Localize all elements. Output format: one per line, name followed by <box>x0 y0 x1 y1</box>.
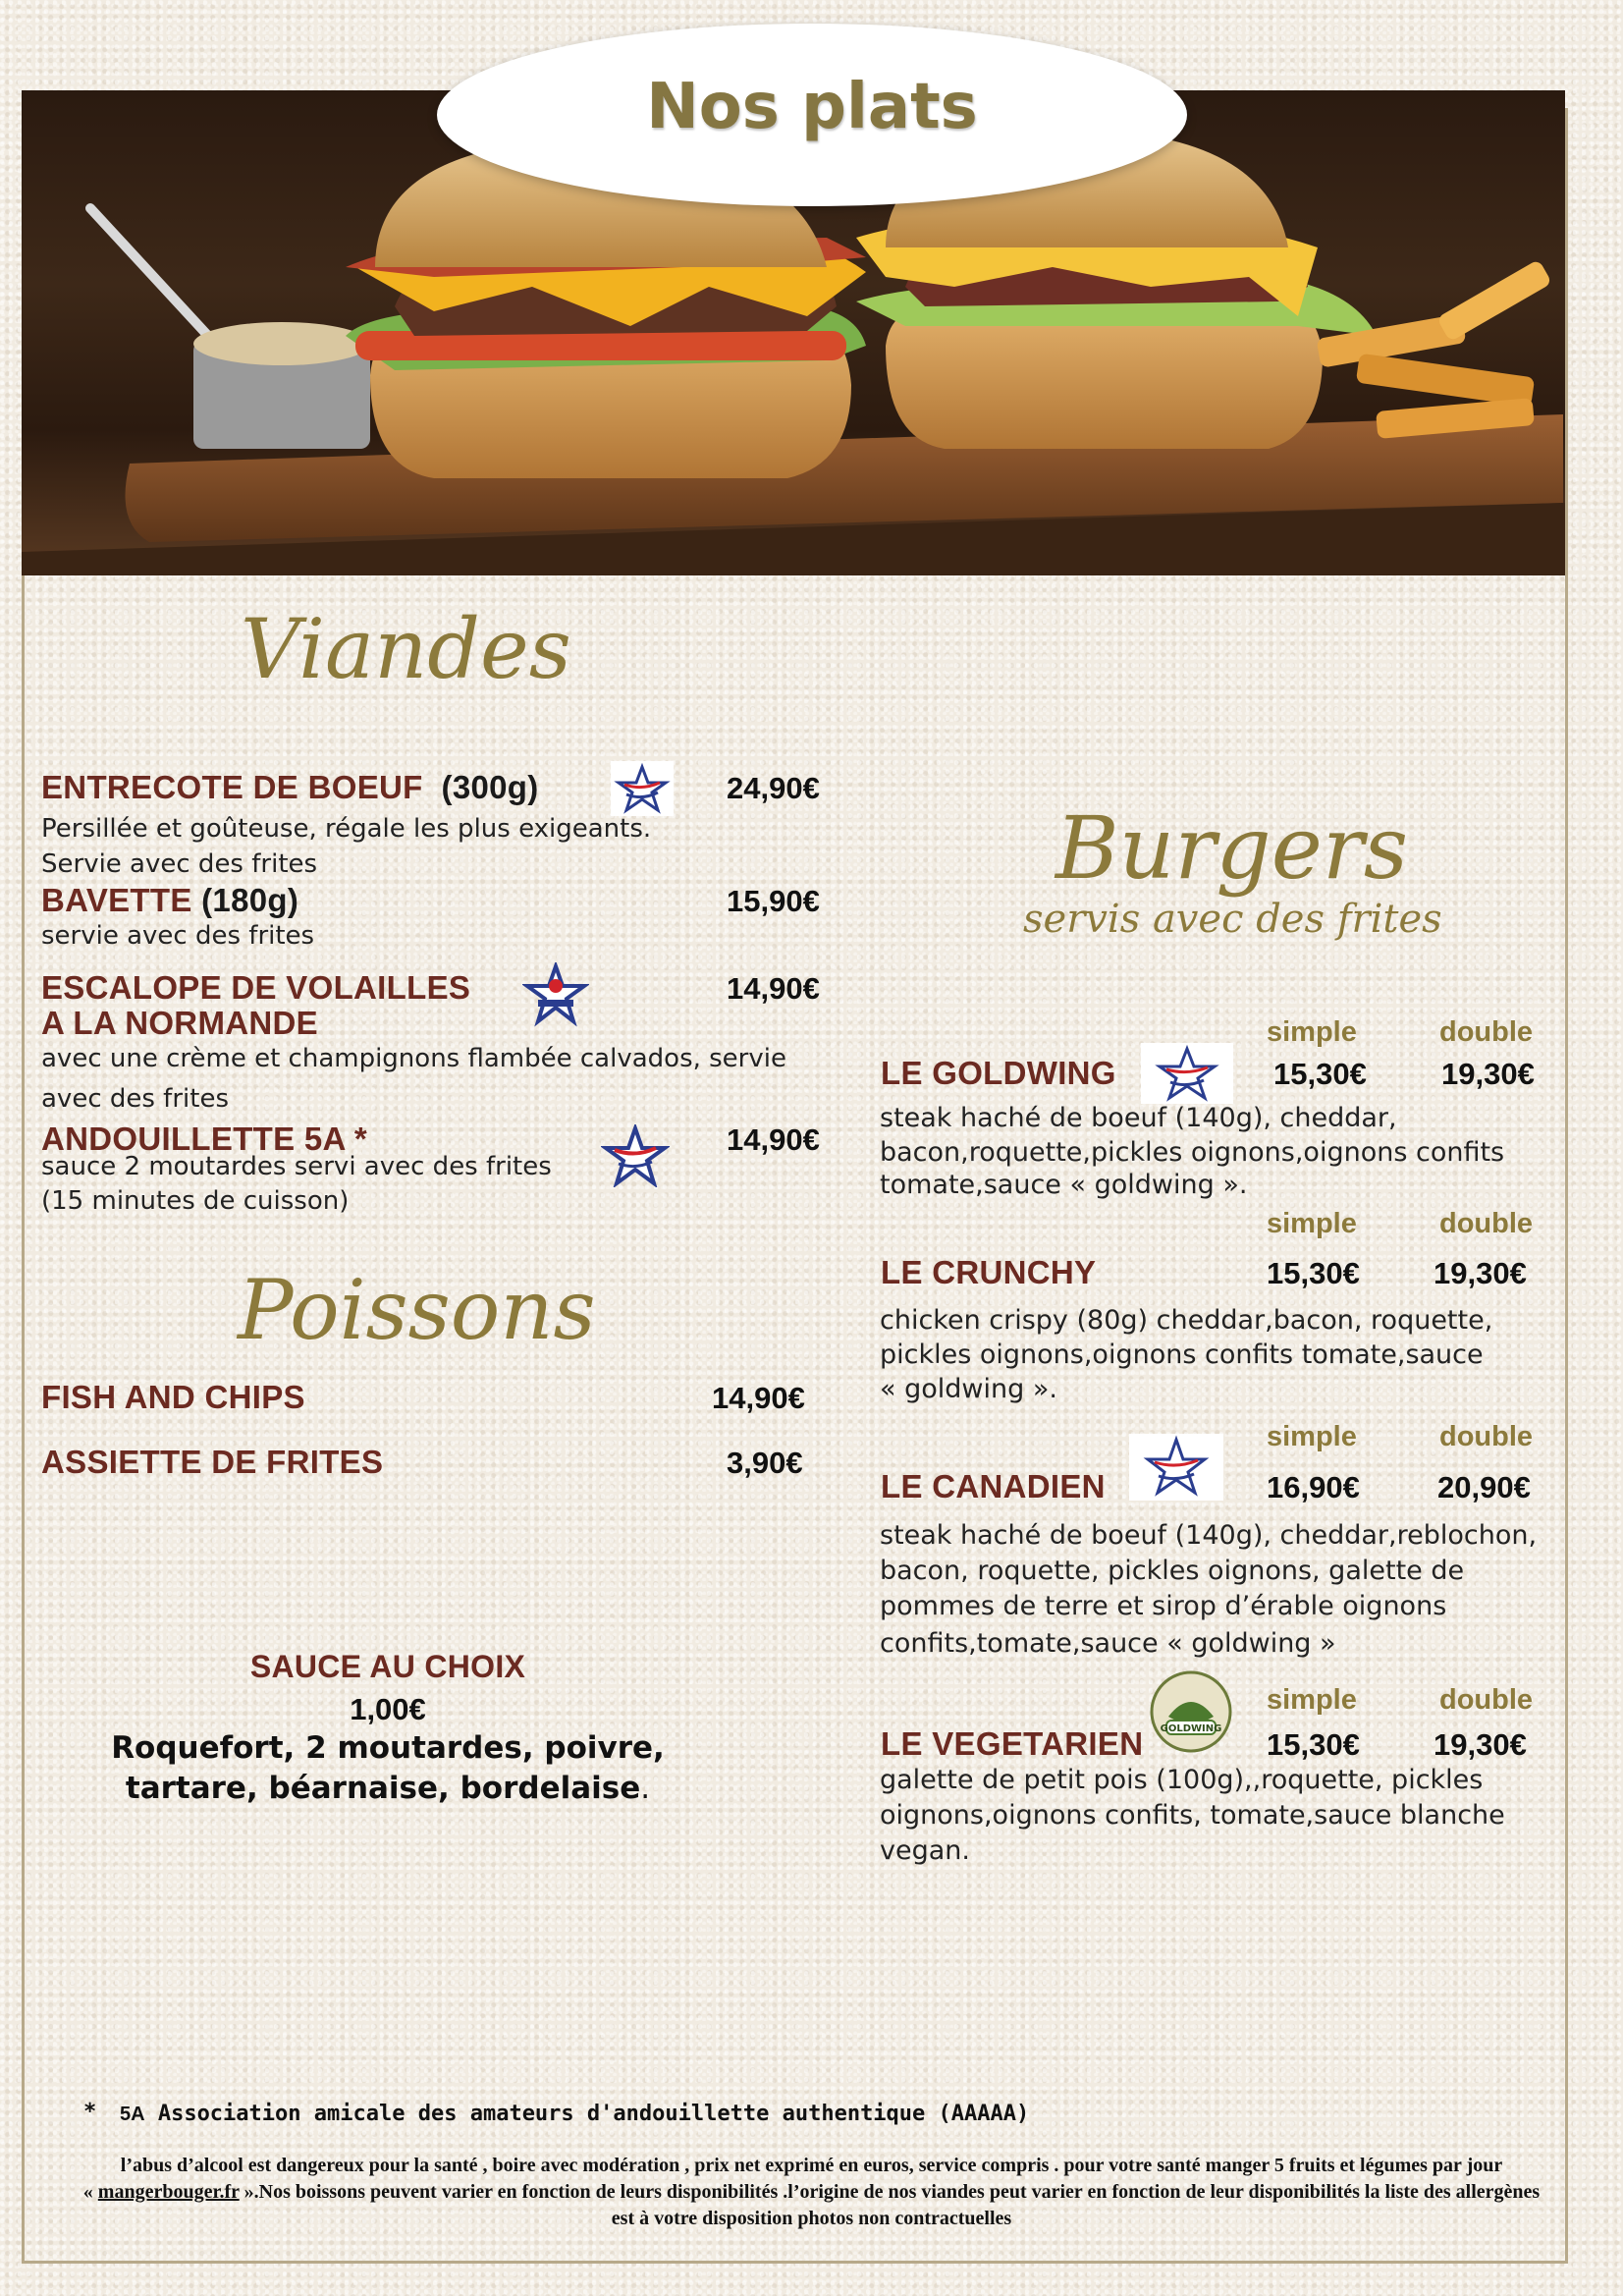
crunchy-name: LE CRUNCHY <box>881 1254 1097 1290</box>
entrecote-desc-2: Servie avec des frites <box>41 849 318 879</box>
vegetarien-desc-3: vegan. <box>880 1835 970 1866</box>
bavette-name: BAVETTE <box>41 882 192 918</box>
entrecote-weight: (300g) <box>441 769 539 805</box>
vegetarien-name: LE VEGETARIEN <box>881 1725 1144 1762</box>
canadien-desc-1: steak haché de boeuf (140g), cheddar,reblochon, <box>880 1520 1538 1551</box>
item-name-bavette <box>41 882 298 919</box>
fish-and-chips-name: FISH AND CHIPS <box>41 1379 305 1415</box>
legal-line-3: est à votre disposition photos non contractuelles <box>611 2208 1012 2229</box>
crunchy-col-double: double <box>1439 1208 1534 1239</box>
sauce-title: SAUCE AU CHOIX <box>249 1649 526 1684</box>
canadien-price-double: 20,90€ <box>1437 1470 1531 1504</box>
footnote-text: Association amicale des amateurs d'andouillette authentique (AAAAA) <box>157 2102 1030 2126</box>
goldwing-col-simple: simple <box>1267 1016 1357 1048</box>
sauce-list-line-1: Roquefort, 2 moutardes, poivre, <box>111 1730 665 1766</box>
vegetarien-price-double: 19,30€ <box>1434 1727 1527 1762</box>
sauce-list-dot: . <box>640 1771 651 1806</box>
crunchy-price-double: 19,30€ <box>1434 1256 1527 1290</box>
goldwing-desc-3: tomate,sauce « goldwing ». <box>880 1170 1248 1200</box>
bavette-weight: (180g) <box>201 882 299 918</box>
entrecote-price: 24,90€ <box>727 771 820 805</box>
escalope-price: 14,90€ <box>727 971 820 1006</box>
canadien-desc-3: pommes de terre et sirop d’érable oignons <box>880 1591 1447 1621</box>
sauce-list-line-2-text: tartare, béarnaise, bordelaise <box>125 1771 641 1806</box>
andouillette-name: ANDOUILLETTE 5A * <box>41 1121 368 1157</box>
andouillette-desc-2: (15 minutes de cuisson) <box>41 1186 350 1216</box>
vegetarien-col-simple: simple <box>1267 1684 1357 1716</box>
section-title-viandes: Viandes <box>241 601 571 697</box>
canadien-desc-2: bacon, roquette, pickles oignons, galette de <box>880 1556 1465 1586</box>
entrecote-name: ENTRECOTE DE BOEUF <box>41 769 423 805</box>
canadien-col-double: double <box>1439 1421 1534 1452</box>
goldwing-name: LE GOLDWING <box>881 1055 1116 1091</box>
le-porc-francais-badge-icon <box>601 1124 670 1191</box>
escalope-name-2: A LA NORMANDE <box>41 1005 318 1041</box>
legal-line-1: l’abus d’alcool est dangereux pour la santé , boire avec modération , prix net exprimé en euros, service compris . pour votre santé manger 5 fruits et légumes par jour <box>120 2155 1503 2176</box>
goldwing-price-simple: 15,30€ <box>1273 1057 1367 1091</box>
goldwing-vegetarian-badge-icon <box>1149 1669 1233 1758</box>
canadien-col-simple: simple <box>1267 1421 1357 1452</box>
fish-and-chips-price: 14,90€ <box>712 1381 805 1415</box>
andouillette-desc-1: sauce 2 moutardes servi avec des frites <box>41 1152 552 1181</box>
assiette-frites-name: ASSIETTE DE FRITES <box>41 1444 384 1480</box>
goldwing-col-double: double <box>1439 1016 1534 1048</box>
section-title-burgers: Burgers <box>1055 797 1409 899</box>
mangerbouger-link[interactable]: mangerbouger.fr <box>97 2181 240 2203</box>
escalope-name-1: ESCALOPE DE VOLAILLES <box>41 969 471 1006</box>
page-title: Nos plats <box>646 71 978 143</box>
viande-bovine-francaise-badge-icon <box>1129 1434 1223 1504</box>
crunchy-col-simple: simple <box>1267 1208 1357 1239</box>
item-name-entrecote <box>41 769 539 806</box>
goldwing-desc-1: steak haché de boeuf (140g), cheddar, <box>880 1103 1397 1133</box>
assiette-frites-price: 3,90€ <box>727 1446 803 1480</box>
goldwing-desc-2: bacon,roquette,pickles oignons,oignons confits <box>880 1137 1505 1168</box>
sauce-price: 1,00€ <box>350 1692 426 1726</box>
legal-line-2-text: ».Nos boissons peuvent varier en fonction de leurs disponibilités .l’origine de nos viandes peut varier en fonction de leur disponibilités la liste des allergènes <box>239 2181 1541 2203</box>
veg-badge-text: GOLDWING <box>1160 1723 1222 1734</box>
sauce-list-line-2 <box>79 1771 697 1806</box>
footnote-prefix: 5A <box>120 2104 145 2125</box>
vegetarien-price-simple: 15,30€ <box>1267 1727 1360 1762</box>
vegetarien-desc-2: oignons,oignons confits, tomate,sauce blanche <box>880 1800 1505 1831</box>
vegetarien-desc-1: galette de petit pois (100g),,roquette, pickles <box>880 1765 1484 1795</box>
footnote-line <box>120 2102 1029 2126</box>
volaille-francaise-badge-icon <box>522 962 589 1031</box>
viande-bovine-francaise-badge-icon <box>1141 1043 1233 1108</box>
footnote-asterisk: * <box>83 2100 97 2124</box>
burgers-subtitle: servis avec des frites <box>1023 897 1442 942</box>
escalope-desc-2: avec des frites <box>41 1084 229 1114</box>
goldwing-price-double: 19,30€ <box>1441 1057 1535 1091</box>
escalope-desc-1: avec une crème et champignons flambée calvados, servie <box>41 1044 786 1073</box>
canadien-price-simple: 16,90€ <box>1267 1470 1360 1504</box>
section-title-poissons: Poissons <box>238 1262 596 1358</box>
vegetarien-col-double: double <box>1439 1684 1534 1716</box>
crunchy-desc-2: pickles oignons,oignons confits tomate,sauce <box>880 1339 1484 1370</box>
legal-line-2-open: « <box>82 2181 98 2203</box>
crunchy-desc-3: « goldwing ». <box>880 1374 1057 1404</box>
crunchy-desc-1: chicken crispy (80g) cheddar,bacon, roquette, <box>880 1305 1493 1336</box>
canadien-name: LE CANADIEN <box>881 1468 1106 1504</box>
bavette-price: 15,90€ <box>727 884 820 918</box>
entrecote-desc-1: Persillée et goûteuse, régale les plus exigeants. <box>41 814 652 844</box>
canadien-desc-4: confits,tomate,sauce « goldwing » <box>880 1628 1336 1659</box>
bavette-desc-1: servie avec des frites <box>41 921 315 951</box>
crunchy-price-simple: 15,30€ <box>1267 1256 1360 1290</box>
andouillette-price: 14,90€ <box>727 1122 820 1157</box>
legal-line-2 <box>29 2179 1594 2206</box>
